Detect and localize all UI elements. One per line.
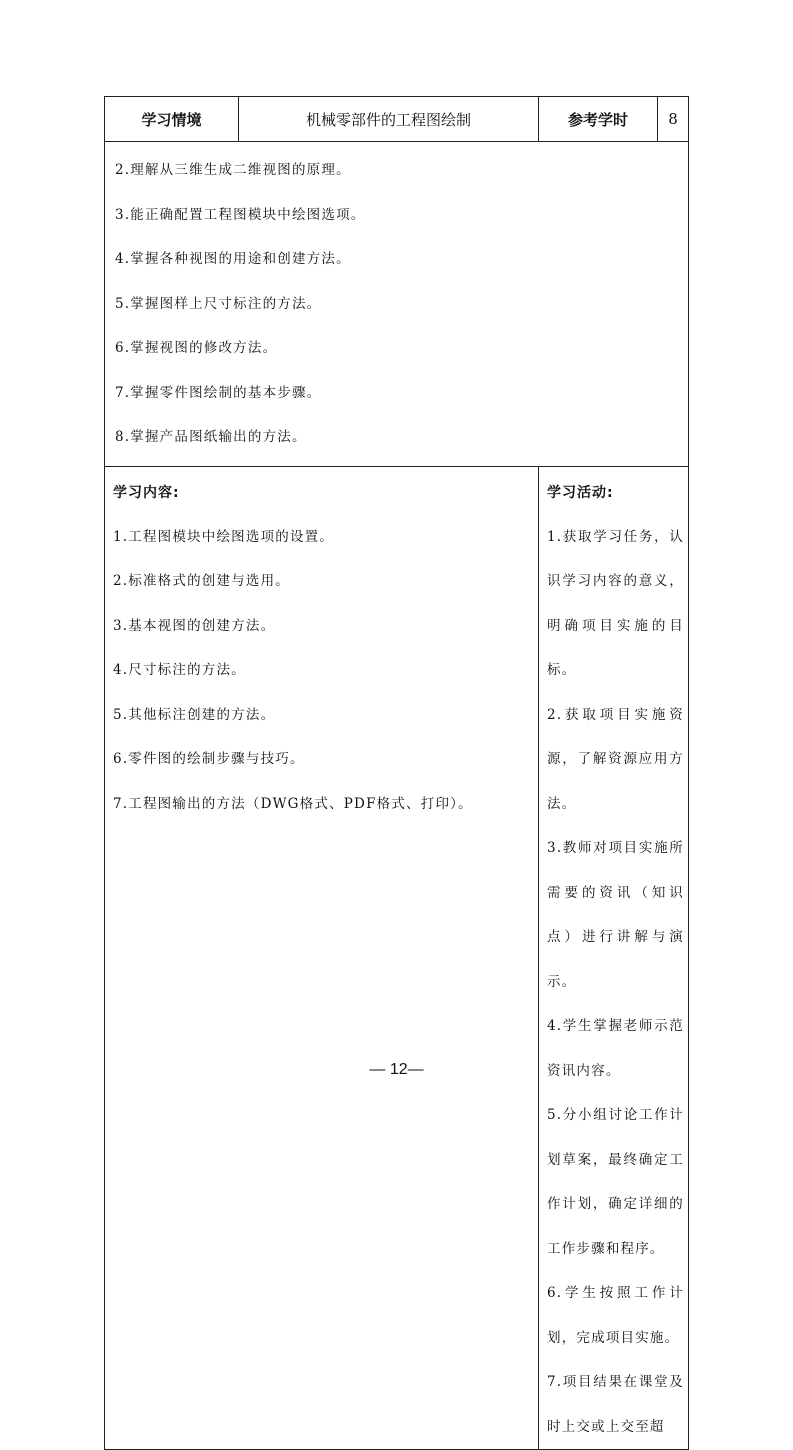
situation-label: 学习情境 bbox=[105, 97, 239, 142]
activity-item: 6.学生按照工作计划，完成项目实施。 bbox=[547, 1285, 685, 1346]
content-item: 7.工程图输出的方法（DWG格式、PDF格式、打印）。 bbox=[113, 795, 473, 812]
content-item: 1.工程图模块中绘图选项的设置。 bbox=[113, 528, 335, 545]
objective-item: 8.掌握产品图纸输出的方法。 bbox=[115, 429, 307, 445]
activity-item: 1.获取学习任务，认识学习内容的意义，明确项目实施的目标。 bbox=[547, 528, 685, 678]
activity-item: 2.获取项目实施资源，了解资源应用方法。 bbox=[547, 706, 685, 812]
situation-value: 机械零部件的工程图绘制 bbox=[239, 97, 539, 142]
objective-item: 5.掌握图样上尺寸标注的方法。 bbox=[115, 295, 322, 312]
objectives-cell bbox=[105, 142, 689, 467]
hours-label: 参考学时 bbox=[539, 97, 658, 142]
objective-item: 6.掌握视图的修改方法。 bbox=[115, 340, 278, 356]
content-activity-row bbox=[105, 466, 689, 1450]
learning-activities-title: 学习活动: bbox=[547, 484, 614, 501]
objective-item: 4.掌握各种视图的用途和创建方法。 bbox=[115, 251, 351, 267]
content-item: 6.零件图的绘制步骤与技巧。 bbox=[113, 751, 305, 767]
activity-item: 3.教师对项目实施所需要的资讯（知识点）进行讲解与演示。 bbox=[547, 840, 685, 990]
hours-value: 8 bbox=[658, 97, 689, 142]
header-row bbox=[105, 97, 689, 142]
course-table bbox=[104, 96, 689, 1450]
activity-item: 5.分小组讨论工作计划草案，最终确定工作计划，确定详细的工作步骤和程序。 bbox=[547, 1107, 685, 1257]
learning-content-title: 学习内容: bbox=[113, 484, 180, 501]
content-item: 2.标准格式的创建与选用。 bbox=[113, 573, 290, 589]
objective-item: 7.掌握零件图绘制的基本步骤。 bbox=[115, 384, 322, 401]
activity-item: 4.学生掌握老师示范资讯内容。 bbox=[547, 1018, 685, 1079]
learning-activities-cell bbox=[539, 466, 689, 1450]
activity-item: 7.项目结果在课堂及时上交或上交至超 bbox=[547, 1374, 685, 1435]
content-item: 4.尺寸标注的方法。 bbox=[113, 662, 246, 678]
objective-item: 2.理解从三维生成二维视图的原理。 bbox=[115, 162, 351, 178]
content-item: 5.其他标注创建的方法。 bbox=[113, 706, 276, 723]
objectives-row bbox=[105, 142, 689, 467]
learning-content-cell bbox=[105, 466, 539, 1450]
page-number: — 12— bbox=[369, 1061, 424, 1078]
content-item: 3.基本视图的创建方法。 bbox=[113, 617, 276, 634]
objective-item: 3.能正确配置工程图模块中绘图选项。 bbox=[115, 206, 366, 223]
